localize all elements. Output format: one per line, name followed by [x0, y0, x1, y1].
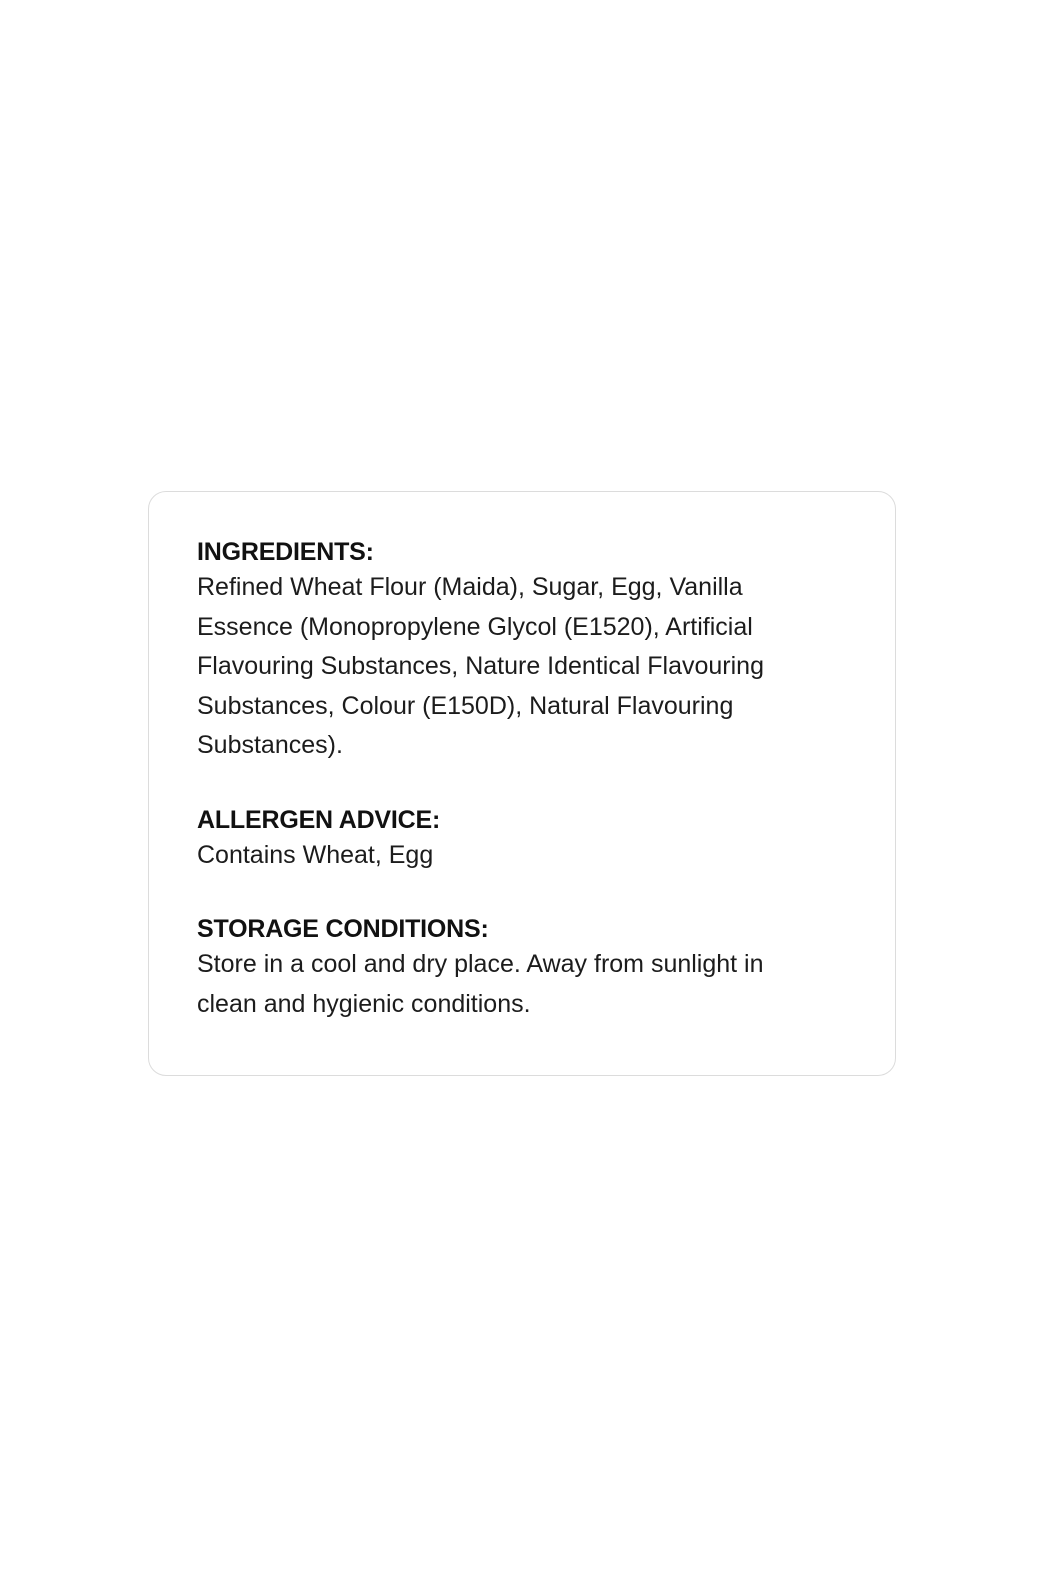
ingredients-text: Refined Wheat Flour (Maida), Sugar, Egg, Vanilla Essence (Monopropylene Glycol (E1520), Artificial Flavouring Substances, Nature Identical Flavouring Substances, Colour (E150D), Natural Flavouring Substances).	[197, 573, 764, 759]
allergen-heading: ALLERGEN ADVICE:	[197, 805, 441, 834]
storage-section	[197, 913, 847, 1024]
ingredients-heading: INGREDIENTS:	[197, 538, 374, 566]
storage-heading: STORAGE CONDITIONS:	[197, 915, 489, 943]
allergen-section	[197, 804, 847, 876]
product-info-card	[148, 491, 896, 1076]
storage-text: Store in a cool and dry place. Away from sunlight in clean and hygienic conditions.	[197, 950, 764, 1018]
allergen-text: Contains Wheat, Egg	[197, 840, 434, 869]
ingredients-section	[197, 536, 847, 766]
